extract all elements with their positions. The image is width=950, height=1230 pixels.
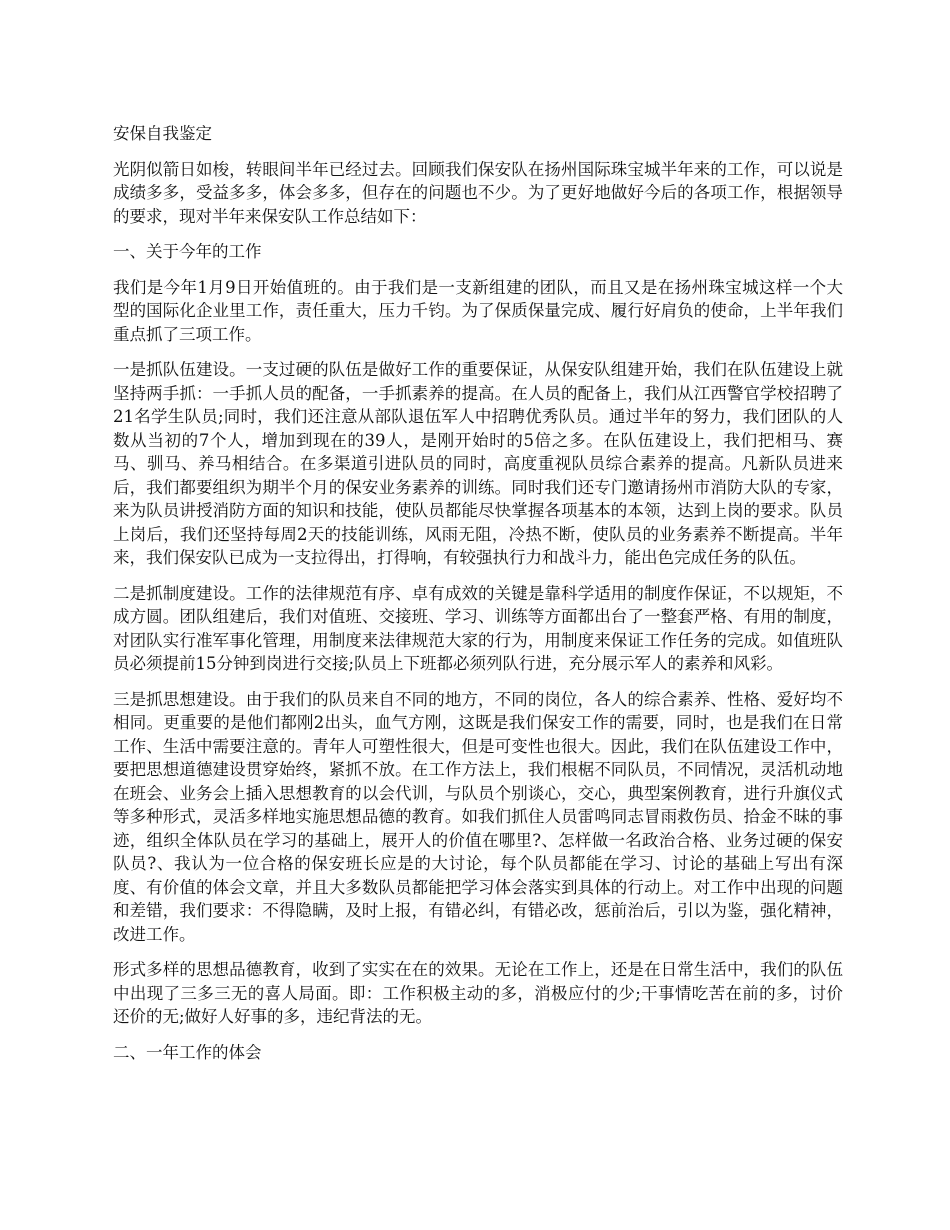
section-heading-work: 一、关于今年的工作 [113,242,262,261]
system-building-paragraph: 二是抓制度建设。工作的法律规范有序、卓有成效的关键是靠科学适用的制度作保证，不以规矩，不成方圆。团队组建后，我们对值班、交接班、学习、训练等方面都出台了一整套严格、有用的制度，对团队实行准军事化管理，用制度来法律规范大家的行为，用制度来保证工作任务的完成。如值班队员必须提前15分钟到岗进行交接;队员上下班都必须列队行进，充分展示军人的素养和风彩。 [113,583,843,673]
document-page [113,122,843,1076]
education-effect-paragraph: 形式多样的思想品德教育，收到了实实在在的效果。无论在工作上，还是在日常生活中，我们的队伍中出现了三多三无的喜人局面。即：工作积极主动的多，消极应付的少;干事情吃苦在前的多，讨价还价的无;做好人好事的多，违纪背法的无。 [113,960,843,1026]
work-start-paragraph: 我们是今年1月9日开始值班的。由于我们是一支新组建的团队，而且又是在扬州珠宝城这样一个大型的国际化企业里工作，责任重大，压力千钧。为了保质保量完成、履行好肩负的使命，上半年我们重点抓了三项工作。 [113,277,843,344]
document-title: 安保自我鉴定 [113,124,212,143]
ideology-building-paragraph: 三是抓思想建设。由于我们的队员来自不同的地方，不同的岗位，各人的综合素养、性格、爱好均不相同。更重要的是他们都刚2出头，血气方刚，这既是我们保安工作的需要，同时，也是我们在日常工作、生活中需要注意的。青年人可塑性很大，但是可变性也很大。因此，我们在队伍建设工作中，要把思想道德建设贯穿始终，紧抓不放。在工作方法上，我们根椐不同队员，不同情况，灵活机动地在班会、业务会上插入思想教育的以会代训，与队员个别谈心，交心，典型案例教育，进行升旗仪式等多种形式，灵活多样地实施思想品德的教育。如我们抓住人员雷鸣同志冒雨救伤员、拾金不昧的事迹，组织全体队员在学习的基础上，展开人的价值在哪里?、怎样做一名政治合格、业务过硬的保安队员?、我认为一位合格的保安班长应是的大讨论，每个队员都能在学习、讨论的基础上写出有深度、有价值的体会文章，并且大多数队员都能把学习体会落实到具体的行动上。对工作中出现的问题和差错，我们要求：不得隐瞒，及时上报，有错必纠，有错必改，惩前治后，引以为鉴，强化精神，改进工作。 [113,689,843,944]
intro-paragraph: 光阴似箭日如梭，转眼间半年已经过去。回顾我们保安队在扬州国际珠宝城半年来的工作，可以说是成绩多多，受益多多，体会多多，但存在的问题也不少。为了更好地做好今后的各项工作，根据领导的要求，现对半年来保安队工作总结如下： [113,159,843,226]
section-heading-experience: 二、一年工作的体会 [113,1042,262,1062]
team-building-paragraph: 一是抓队伍建设。一支过硬的队伍是做好工作的重要保证，从保安队组建开始，我们在队伍建设上就坚持两手抓：一手抓人员的配备，一手抓素养的提高。在人员的配备上，我们从江西警官学校招聘了21名学生队员;同时，我们还注意从部队退伍军人中招聘优秀队员。通过半年的努力，我们团队的人数从当初的7个人，增加到现在的39人，是刚开始时的5倍之多。在队伍建设上，我们把相马、赛马、驯马、养马相结合。在多渠道引进队员的同时，高度重视队员综合素养的提高。凡新队员进来后，我们都要组织为期半个月的保安业务素养的训练。同时我们还专门邀请扬州市消防大队的专家，来为队员讲授消防方面的知识和技能，使队员都能尽快掌握各项基本的本领，达到上岗的要求。队员上岗后，我们还坚持每周2天的技能训练，风雨无阻，冷热不断，使队员的业务素养不断提高。半年来，我们保安队已成为一支拉得出，打得响，有较强执行力和战斗力，能出色完成任务的队伍。 [113,360,843,567]
